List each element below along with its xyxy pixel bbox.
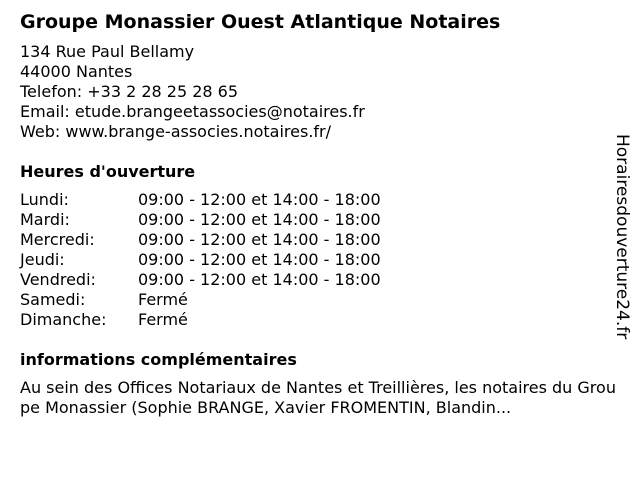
address-city: 44000 Nantes [20,62,133,81]
hours-row-vendredi [20,270,610,290]
hours-row-jeudi [20,250,610,270]
hours-row-samedi [20,290,610,310]
phone-line: Telefon: +33 2 28 25 28 65 [20,82,239,101]
day-label: Vendredi: [20,270,96,289]
business-card [20,8,616,418]
day-label: Samedi: [20,290,86,309]
address-street: 134 Rue Paul Bellamy [20,42,195,61]
day-label: Mercredi: [20,230,95,249]
info-text: Au sein des Offices Notariaux de Nantes et Treillières, les notaires du Groupe Monassier (Sophie BRANGE, Xavier FROMENTIN, Blandin... [20,378,616,417]
side-brand-text: Horairesdouverture24.fr [612,134,632,340]
day-label: Jeudi: [20,250,65,269]
hours-row-mercredi [20,230,610,250]
day-time: 09:00 - 12:00 et 14:00 - 18:00 [138,230,381,249]
day-label: Mardi: [20,210,70,229]
web-line: Web: www.brange-associes.notaires.fr/ [20,122,332,141]
day-time: 09:00 - 12:00 et 14:00 - 18:00 [138,210,381,229]
business-name: Groupe Monassier Ouest Atlantique Notaires [20,11,501,33]
hours-row-dimanche [20,310,610,330]
hours-table [20,190,610,330]
day-time: 09:00 - 12:00 et 14:00 - 18:00 [138,190,381,209]
day-label: Lundi: [20,190,69,209]
day-time: Fermé [138,310,188,329]
day-label: Dimanche: [20,310,107,329]
hours-row-lundi [20,190,610,210]
hours-row-mardi [20,210,610,230]
day-time: 09:00 - 12:00 et 14:00 - 18:00 [138,270,381,289]
email-line: Email: etude.brangeetassocies@notaires.fr [20,102,365,121]
day-time: Fermé [138,290,188,309]
info-heading: informations complémentaires [20,350,297,369]
hours-heading: Heures d'ouverture [20,162,196,181]
day-time: 09:00 - 12:00 et 14:00 - 18:00 [138,250,381,269]
